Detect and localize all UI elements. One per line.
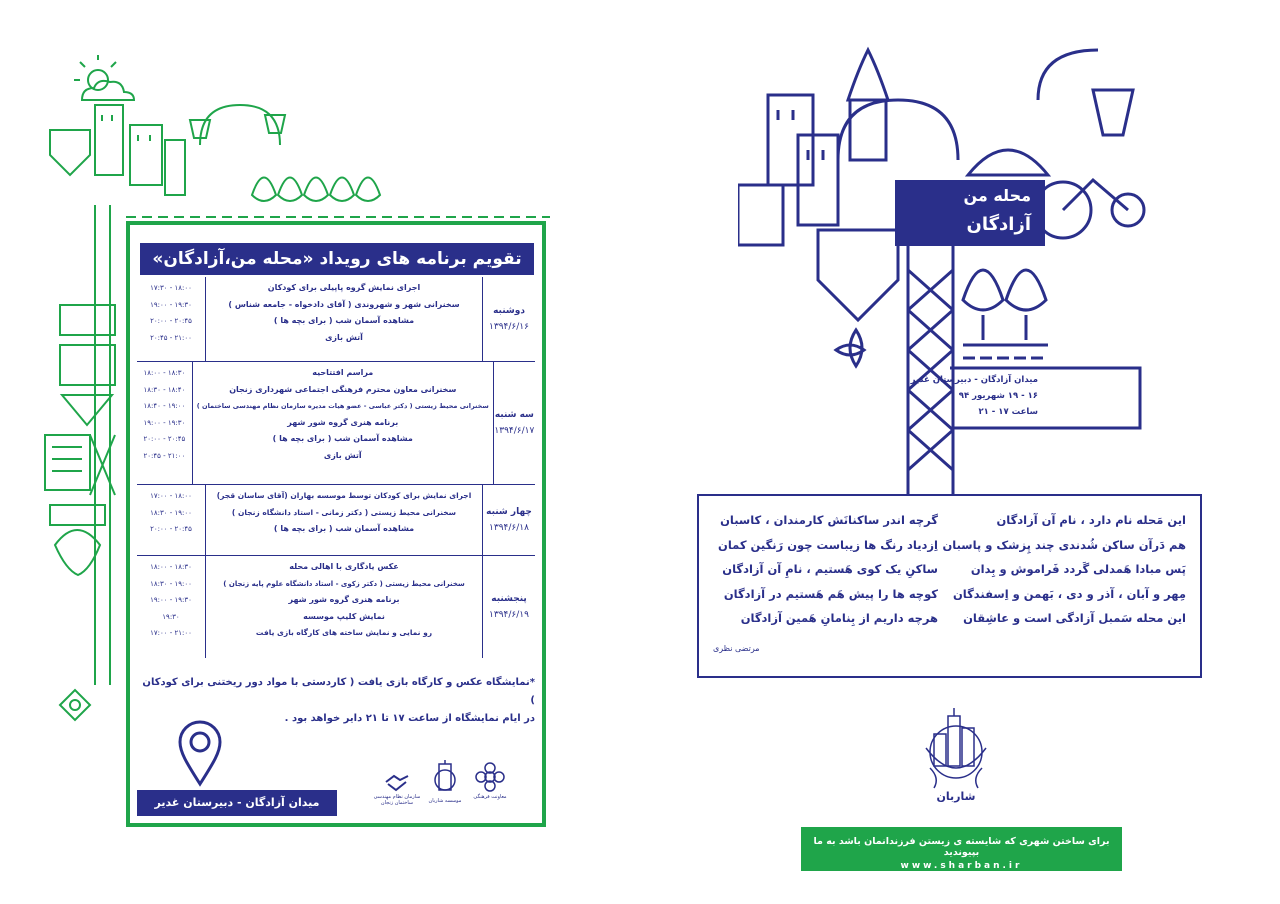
day-name: دوشنبه: [493, 306, 525, 316]
event-time: ۲۰:۰۰ - ۲۰:۴۵: [143, 435, 186, 443]
event-item: مراسم افتتاحیه: [312, 368, 374, 377]
poem-line: گرچه اندر ساکنانَش کارمندان ، کاسبان: [720, 513, 938, 527]
event-time: ۱۷:۳۰ - ۱۸:۰۰: [150, 284, 192, 292]
event-time: ۱۸:۰۰ - ۱۸:۳۰: [150, 563, 192, 571]
info-dates: ۱۶ - ۱۹ شهریور ۹۴: [958, 391, 1038, 401]
day-date: ۱۳۹۴/۶/۱۸: [489, 523, 529, 533]
event-time: ۲۰:۰۰ - ۲۰:۴۵: [150, 317, 192, 325]
day-name: پنجشنبه: [491, 594, 527, 604]
event-time: ۱۹:۰۰ - ۱۹:۳۰: [150, 300, 192, 309]
poem-column-left: [718, 508, 938, 631]
event-time: ۲۰:۴۵ - ۲۱:۰۰: [143, 451, 186, 460]
footer-url[interactable]: www.sharban.ir: [900, 861, 1023, 871]
venue-bar: میدان آزادگان - دبیرستان غدیر: [137, 790, 337, 816]
event-item: سخنرانی محیط زیستی ( دکتر عباسی - عضو هیات مدیره سازمان نظام مهندسی ساختمان ): [196, 402, 489, 410]
event-time: ۱۸:۳۰ - ۱۸:۴۰: [143, 385, 186, 394]
sharban-logo: [920, 708, 992, 803]
info-hours: ساعت ۱۷ - ۲۱: [978, 407, 1038, 417]
day-cell: [482, 485, 535, 555]
city-illustration-navy: [738, 40, 1148, 504]
times-cell: [137, 485, 205, 555]
title-line-1: محله من: [963, 186, 1031, 205]
title-line-2: آزادگان: [966, 214, 1031, 235]
handshake-icon: [384, 772, 410, 792]
poem-line: پَس مبادا هَمدلی گَردد فَراموش و بِدان: [970, 562, 1186, 576]
title-box: [895, 180, 1045, 246]
event-item: مشاهده آسمان شب ( برای بچه ها ): [273, 316, 415, 325]
logo-label: معاونت فرهنگی: [473, 794, 507, 800]
sharban-emblem-icon: [920, 708, 992, 800]
flower-emblem-icon: [475, 762, 505, 792]
sharban-emblem-icon: [431, 760, 459, 796]
event-item: نمایش کلیپ موسسه: [303, 611, 385, 621]
logo-label: موسسه شاربان: [428, 798, 462, 804]
event-time: ۱۹:۰۰ - ۱۹:۳۰: [150, 596, 192, 604]
day-date: ۱۳۹۴/۶/۱۷: [494, 426, 535, 436]
event-item: عکس یادگاری با اهالی محله: [289, 562, 399, 571]
event-info: [910, 372, 1038, 426]
event-item: سخنرانی معاون محترم فرهنگی اجتماعی شهرداری زنجان: [229, 384, 457, 394]
day-date: ۱۳۹۴/۶/۱۶: [489, 322, 529, 332]
event-item: مشاهده آسمان شب ( برای بچه ها ): [273, 524, 415, 533]
day-date: ۱۳۹۴/۶/۱۹: [489, 610, 529, 620]
schedule-title: تقویم برنامه های رویداد «محله من،آزادگان»: [140, 243, 534, 275]
logo-nezam-mohandesi: [372, 772, 422, 806]
day-name: چهار شنبه: [486, 507, 532, 517]
event-item: اجرای نمایش برای کودکان توسط موسسه بهاران (آقای ساسان قجر): [216, 491, 472, 500]
event-time: ۱۸:۳۰ - ۱۹:۰۰: [150, 508, 192, 517]
event-item: اجرای نمایش گروه پاپیلی برای کودکان: [267, 283, 421, 292]
event-item: مشاهده آسمان شب ( برای بچه ها ): [272, 434, 413, 443]
logo-label: سازمان نظام مهندسی ساختمان زنجان: [373, 794, 421, 806]
day-name: سه شنبه: [494, 410, 534, 420]
event-time: ۱۸:۳۰ - ۱۹:۰۰: [150, 579, 192, 588]
poet-name: مرتضی نظری: [713, 644, 760, 653]
poem-line: هرچه داریم از بِنامانِ هَمین آزادگان: [740, 611, 938, 625]
day-cell: [482, 277, 535, 361]
note-line: *نمایشگاه عکس و کارگاه بازی یافت ( کاردستی با مواد دور ریختنی برای کودکان ): [142, 677, 535, 706]
event-item: آتش بازی: [325, 332, 363, 342]
footer-slogan: برای ساختن شهری که شایسته ی زیستن فرزندانمان باشد به ما بپیوندید: [813, 836, 1110, 858]
poem-line: کوچه ها را پیش هَم هَستیم در آزادگان: [723, 586, 938, 601]
event-time: ۱۹:۰۰ - ۱۹:۳۰: [143, 418, 186, 427]
event-item: آتش بازی: [323, 450, 362, 460]
event-time: ۱۸:۰۰ - ۱۸:۳۰: [143, 369, 186, 377]
note-line: در ایام نمایشگاه از ساعت ۱۷ تا ۲۱ دایر خواهد بود .: [284, 713, 535, 724]
info-venue: میدان آزادگان - دبیرستان غدیر: [910, 375, 1038, 385]
event-time: ۱۸:۴۰ - ۱۹:۰۰: [143, 402, 186, 410]
times-cell: [137, 362, 192, 484]
logo-caption: شاربان: [920, 790, 992, 803]
event-item: سخنرانی شهر و شهروندی ( آقای دادخواه - جامعه شناس ): [228, 299, 460, 309]
events-cell: [205, 485, 482, 555]
poem-line: اِزدیاد رنگ ها زیباست چون رَنگین کمان: [718, 537, 938, 552]
schedule-table: [137, 277, 535, 658]
event-time: ۲۰:۰۰ - ۲۰:۴۵: [150, 525, 192, 533]
day-cell: [493, 362, 535, 484]
poem-line: هم دَرآن ساکن شُدندی چند پِزشک و پاسبان: [942, 537, 1186, 552]
events-cell: [192, 362, 493, 484]
schedule-row-tuesday: [137, 362, 535, 485]
event-time: ۲۰:۴۵ - ۲۱:۰۰: [150, 333, 192, 342]
event-time: ۱۹:۳۰: [162, 612, 180, 621]
schedule-row-wednesday: [137, 485, 535, 556]
logo-moavenat: [470, 762, 510, 800]
times-cell: [137, 556, 205, 658]
event-item: رو نمایی و نمایش ساخته های کارگاه بازی یافت: [255, 628, 433, 637]
location-pin-icon: [176, 718, 224, 792]
poem-line: مِهر و آبان ، آذر و دی ، بَهمن و اِسفندگان: [952, 586, 1186, 601]
events-cell: [205, 277, 482, 361]
poem-box: [697, 494, 1202, 678]
poem-line: این محله سَمبل آزادگی است و عاشِقان: [963, 611, 1186, 625]
poem-line: ساکنِ یک کوی هَستیم ، نامِ آن آزادگان: [722, 562, 938, 576]
event-time: ۱۷:۰۰ - ۱۸:۰۰: [150, 492, 192, 500]
event-item: سخنرانی محیط زیستی ( دکتر زکوی - استاد دانشگاه علوم پایه زنجان ): [223, 579, 465, 588]
day-cell: [482, 556, 535, 658]
poem-column-right: [942, 508, 1186, 631]
event-item: سخنرانی محیط زیستی ( دکتر زمانی - استاد دانشگاه زنجان ): [231, 507, 457, 517]
events-cell: [205, 556, 482, 658]
footer-bar: [801, 827, 1122, 871]
logo-sharban: [425, 760, 465, 804]
event-item: برنامه هنری گروه شور شهر: [287, 417, 399, 427]
schedule-row-thursday: [137, 556, 535, 658]
event-time: ۱۷:۰۰ - ۲۱:۰۰: [150, 629, 192, 637]
poem-line: این مَحله نام دارد ، نام آن آزادگان: [996, 513, 1186, 527]
event-item: برنامه هنری گروه شور شهر: [288, 595, 400, 604]
times-cell: [137, 277, 205, 361]
schedule-row-monday: [137, 277, 535, 362]
